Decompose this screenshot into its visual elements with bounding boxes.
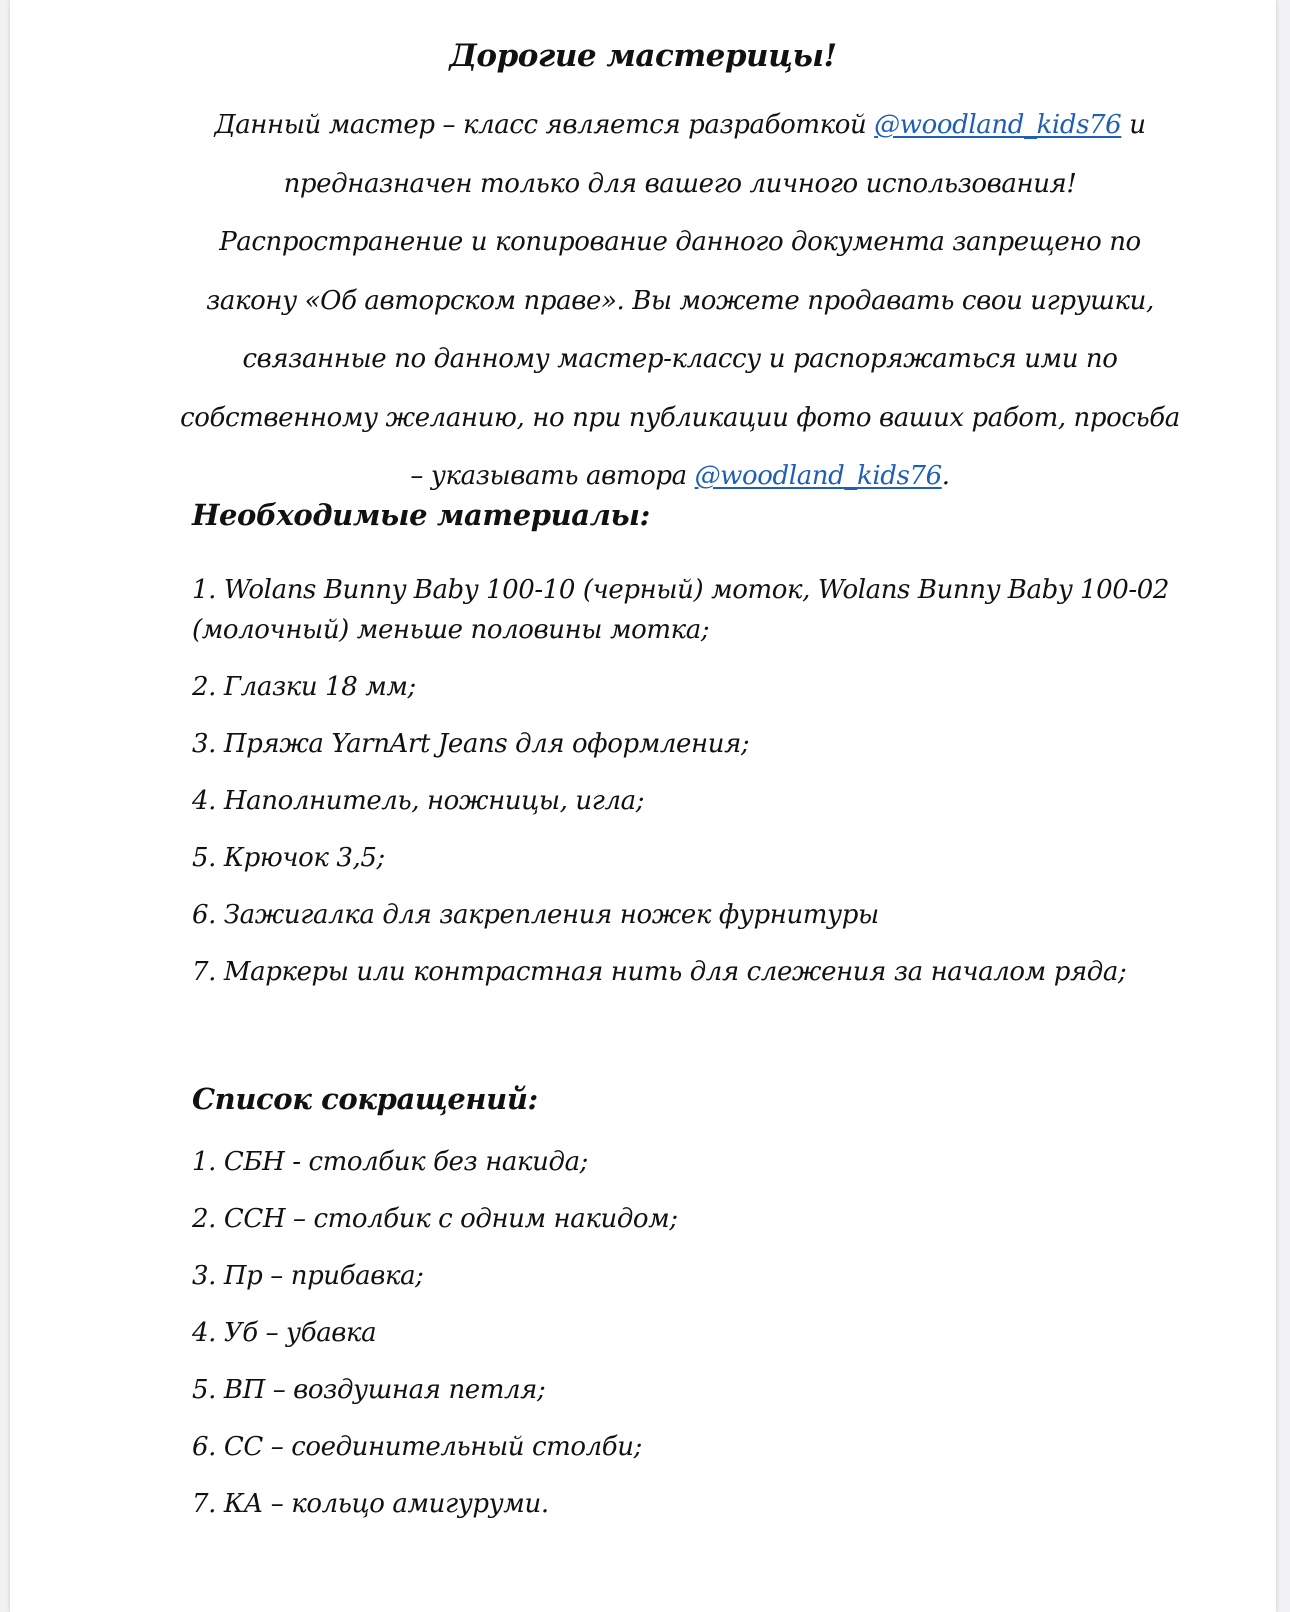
author-link-1[interactable]: @woodland_kids76: [874, 110, 1122, 140]
abbreviations-list: [192, 1142, 1192, 1541]
materials-heading: Необходимые материалы:: [192, 498, 650, 532]
list-item: 2. Глазки 18 мм;: [192, 672, 416, 702]
list-item: 5. Крючок 3,5;: [192, 843, 385, 873]
list-item: 6. Зажигалка для закрепления ножек фурнитуры: [192, 900, 879, 930]
list-item: 2. ССН – столбик с одним накидом;: [192, 1204, 678, 1234]
author-link-2[interactable]: @woodland_kids76: [694, 461, 942, 491]
document-page: [10, 0, 1276, 1612]
list-item: 3. Пр – прибавка;: [192, 1261, 424, 1291]
list-item: 4. Уб – убавка: [192, 1318, 377, 1348]
intro-text-part1: Данный мастер – класс является разработкой: [214, 110, 875, 140]
list-item: 7. Маркеры или контрастная нить для слежения за началом ряда;: [192, 957, 1127, 987]
list-item: 1. Wolans Bunny Baby 100-10 (черный) моток, Wolans Bunny Baby 100-02 (молочный) меньше половины мотка;: [192, 575, 1170, 645]
abbreviations-heading: Список сокращений:: [192, 1082, 538, 1116]
intro-paragraph: [180, 96, 1180, 506]
list-item: 4. Наполнитель, ножницы, игла;: [192, 786, 645, 816]
list-item: 3. Пряжа YarnArt Jeans для оформления;: [192, 729, 750, 759]
list-item: 7. КА – кольцо амигуруми.: [192, 1489, 549, 1519]
list-item: 6. СС – соединительный столби;: [192, 1432, 642, 1462]
page-title: Дорогие мастерицы!: [449, 38, 837, 74]
materials-list: [192, 570, 1192, 1009]
intro-text-part3: .: [941, 461, 950, 491]
intro-text-part2: и предназначен только для вашего личного использования! Распространение и копирование данного документа запрещено по закону «Об авторском праве». Вы можете продавать свои игрушки, связанные по данному мастер-классу и распоряжаться ими по собственному желанию, но при публикации фото ваших работ, просьба – указывать автора: [180, 110, 1180, 491]
list-item: 1. СБН - столбик без накида;: [192, 1147, 589, 1177]
list-item: 5. ВП – воздушная петля;: [192, 1375, 546, 1405]
